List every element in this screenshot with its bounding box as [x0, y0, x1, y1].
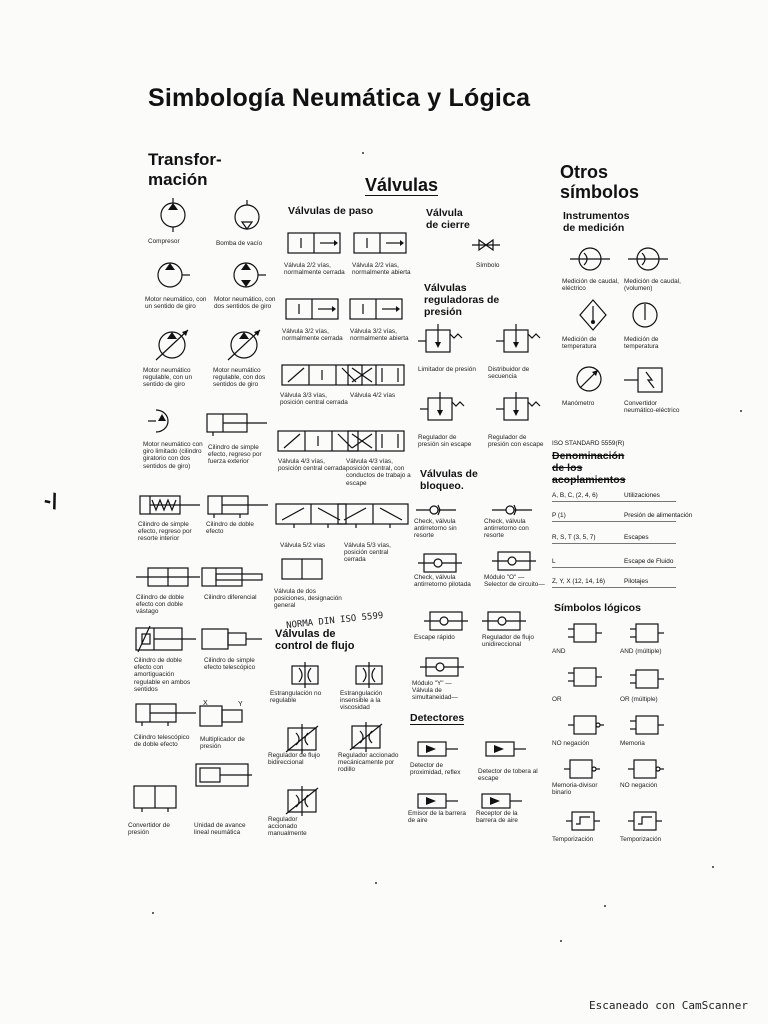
- valve-2-2-no-symbol: [352, 230, 408, 256]
- bloqueo-heading: [420, 468, 478, 492]
- flujo-heading: [275, 628, 354, 652]
- table-rule: [552, 587, 676, 588]
- or-module-symbol: [492, 550, 536, 572]
- or-gate-caption: OR: [552, 696, 562, 703]
- or-module-caption: Módulo "O" —Selector de circuito—: [484, 574, 545, 589]
- pneumatic-electric-converter-caption: Convertidor neumático-eléctrico: [624, 400, 680, 415]
- double-acting-cylinder-symbol: [206, 492, 270, 518]
- instrumentos-heading-line2: de medición: [563, 222, 625, 234]
- scan-speck: [362, 152, 364, 154]
- single-acting-cylinder-spring-caption: Cilindro de simple efecto, regreso por resorte interior: [138, 521, 192, 543]
- valve-5-3-caption: Válvula 5/3 vías, posición central cerrada: [344, 542, 391, 564]
- acoplamientos-heading-line3: acoplamientos: [552, 474, 626, 486]
- valve-3-2-nc-caption: Válvula 3/2 vías, normalmente cerrada: [282, 328, 343, 343]
- compressor-caption: Compresor: [148, 238, 180, 245]
- roller-flow-regulator-symbol: [346, 722, 386, 752]
- scan-speck: [740, 410, 742, 412]
- cierre-heading: [426, 207, 470, 231]
- motor-adjustable-one-way-symbol: [150, 326, 194, 364]
- air-barrier-emitter-caption: Emisor de la barrera de aire: [408, 810, 466, 825]
- coupling-code: A, B, C, (2, 4, 6): [552, 492, 598, 499]
- memory-gate-caption: Memoria: [620, 740, 645, 747]
- reguladoras-heading-line2: reguladoras de: [424, 294, 500, 306]
- cierre-heading-line1: Válvula: [426, 207, 463, 219]
- motor-two-way-symbol: [226, 258, 266, 292]
- telescopic-double-cylinder-symbol: [134, 700, 198, 726]
- electric-flow-meter-caption: Medición de caudal, eléctrico: [562, 278, 619, 293]
- coupling-description: Presión de alimentación: [624, 512, 693, 519]
- coupling-code: P (1): [552, 512, 566, 519]
- table-rule: [552, 501, 676, 502]
- temperature-gauge-symbol: [630, 298, 660, 332]
- valve-5-3-symbol: [336, 500, 410, 528]
- quick-exhaust-symbol: [424, 610, 468, 632]
- instrumentos-heading: [563, 210, 630, 234]
- coupling-description: Utilizaciones: [624, 492, 660, 499]
- sequence-valve-caption: Distribuidor de secuencia: [488, 366, 530, 381]
- valve-3-2-no-caption: Válvula 3/2 vías, normalmente abierta: [350, 328, 409, 343]
- valvulas-heading: Válvulas: [365, 175, 439, 195]
- double-rod-cylinder-caption: Cilindro de doble efecto con doble vástago: [136, 594, 184, 616]
- viscosity-insensitive-restrictor-symbol: [352, 662, 386, 688]
- bloqueo-heading-line1: Válvulas de: [420, 468, 478, 480]
- valve-two-position-caption: Válvula de dos posiciones, designación general: [274, 588, 342, 610]
- and-module-caption: Módulo "Y" —Válvula de simultaneidad—: [412, 680, 458, 702]
- compressor-symbol: [156, 198, 190, 232]
- valve-4-3-exhaust-symbol: [346, 428, 406, 454]
- one-way-flow-regulator-symbol: [482, 610, 526, 632]
- bidirectional-flow-regulator-symbol: [282, 724, 322, 754]
- nozzle-detector-caption: Detector de tobera al escape: [478, 768, 538, 783]
- pressure-gauge-caption: Manómetro: [562, 400, 595, 407]
- acoplamientos-heading-line1: Denominación: [552, 450, 625, 462]
- transformacion-heading-line1: Transfor-: [148, 150, 222, 169]
- instrumentos-heading-line1: Instrumentos: [563, 210, 630, 222]
- air-barrier-receiver-caption: Receptor de la barrera de aire: [476, 810, 518, 825]
- and-module-symbol: [420, 656, 464, 678]
- valve-2-2-nc-symbol: [286, 230, 342, 256]
- quick-exhaust-caption: Escape rápido: [414, 634, 455, 641]
- logicos-heading: Símbolos lógicos: [554, 602, 641, 614]
- motor-adjustable-one-way-caption: Motor neumático regulable, con un sentido de giro: [143, 367, 193, 389]
- valve-5-2-caption: Válvula 5/2 vías: [280, 542, 326, 549]
- manual-flow-regulator-caption: Regulador accionado manualmente: [268, 816, 307, 838]
- valve-3-2-no-symbol: [348, 296, 404, 322]
- pressure-regulator-no-exhaust-symbol: [420, 392, 466, 426]
- volume-flow-meter-caption: Medición de caudal, (volumen): [624, 278, 681, 293]
- linear-feed-unit-caption: Unidad de avance lineal neumática: [194, 822, 246, 837]
- single-acting-cylinder-external-symbol: [205, 410, 269, 436]
- bloqueo-heading-line2: bloqueo.: [420, 480, 464, 492]
- check-valve-no-spring-symbol: [416, 502, 456, 518]
- pressure-converter-symbol: [130, 782, 180, 812]
- roller-flow-regulator-caption: Regulador accionado mecánicamente por rodillo: [338, 752, 399, 774]
- and-gate-caption: AND: [552, 648, 566, 655]
- temperature-sensor-caption: Medición de temperatura: [562, 336, 597, 351]
- not-gate-2-symbol: [628, 758, 664, 780]
- pressure-limiter-symbol: [418, 324, 464, 358]
- double-acting-cylinder-caption: Cilindro de doble efecto: [206, 521, 254, 536]
- shutoff-valve-symbol: [472, 238, 500, 252]
- valvulas-paso-heading: Válvulas de paso: [288, 205, 374, 217]
- reguladoras-heading-line3: presión: [424, 306, 462, 318]
- rotary-actuator-symbol: [148, 406, 182, 436]
- pressure-regulator-no-exhaust-caption: Regulador de presión sin escape: [418, 434, 472, 449]
- reguladoras-heading: [424, 282, 499, 318]
- binary-divider-memory-symbol: [564, 758, 600, 780]
- camscanner-watermark: Escaneado con CamScanner: [589, 999, 748, 1012]
- proximity-detector-caption: Detector de proximidad, reflex: [410, 762, 461, 777]
- pilot-check-valve-symbol: [418, 552, 462, 574]
- differential-cylinder-symbol: [200, 564, 264, 590]
- cierre-heading-line2: de cierre: [426, 219, 470, 231]
- flujo-heading-line1: Válvulas de: [275, 628, 336, 640]
- coupling-description: Escape de Fluido: [624, 558, 674, 565]
- not-gate-symbol: [568, 714, 604, 736]
- vacuum-pump-symbol: [230, 200, 264, 234]
- valve-2-2-no-caption: Válvula 2/2 vías, normalmente abierta: [352, 262, 411, 277]
- check-valve-no-spring-caption: Check, válvula antirretorno sin resorte: [414, 518, 457, 540]
- valve-4-2-caption: Válvula 4/2 vías: [350, 392, 396, 399]
- flujo-heading-line2: control de flujo: [275, 640, 355, 652]
- volume-flow-meter-symbol: [628, 244, 668, 274]
- viscosity-insensitive-restrictor-caption: Estrangulación insensible a la viscosidad: [340, 690, 383, 712]
- not-gate-2-caption: NO negación: [620, 782, 658, 789]
- reguladoras-heading-line1: Válvulas: [424, 282, 467, 294]
- handwritten-note: NORMA DIN ISO 5599: [285, 610, 384, 632]
- svg-text:Y: Y: [238, 701, 243, 708]
- double-rod-cylinder-symbol: [136, 564, 200, 590]
- temperature-sensor-symbol: [578, 298, 608, 332]
- pilot-check-valve-caption: Check, válvula antirretorno pilotada: [414, 574, 471, 589]
- pressure-multiplier-symbol: [198, 700, 254, 730]
- differential-cylinder-caption: Cilindro diferencial: [204, 594, 257, 601]
- otros-heading-line1: Otros: [560, 162, 609, 182]
- telescopic-single-cylinder-symbol: [200, 626, 264, 652]
- pressure-limiter-caption: Limitador de presión: [418, 366, 476, 373]
- cushioned-cylinder-caption: Cilindro de doble efecto con amortiguación regulable en ambos sentidos: [134, 657, 191, 693]
- pressure-regulator-exhaust-caption: Regulador de presión con escape: [488, 434, 544, 449]
- manual-flow-regulator-symbol: [282, 786, 322, 816]
- motor-one-way-caption: Motor neumático, con un sentido de giro: [145, 296, 207, 311]
- timer-gate-2-caption: Temporización: [620, 836, 662, 843]
- motor-adjustable-two-way-symbol: [222, 326, 266, 364]
- coupling-description: Pilotajes: [624, 578, 649, 585]
- and-gate-symbol: [568, 622, 602, 644]
- linear-feed-unit-symbol: [194, 760, 254, 790]
- table-rule: [552, 543, 676, 544]
- motor-adjustable-two-way-caption: Motor neumático regulable, con dos sentidos de giro: [213, 367, 266, 389]
- or-gate-symbol: [568, 666, 602, 688]
- or-multiple-gate-caption: OR (múltiple): [620, 696, 658, 703]
- check-valve-spring-symbol: [492, 502, 532, 518]
- temperature-gauge-caption: Medición de temperatura: [624, 336, 659, 351]
- telescopic-single-cylinder-caption: Cilindro de simple efecto telescópico: [204, 657, 256, 672]
- otros-heading: [560, 162, 639, 202]
- otros-heading-line2: símbolos: [560, 182, 640, 202]
- air-barrier-emitter-symbol: [414, 790, 458, 812]
- air-barrier-receiver-symbol: [478, 790, 522, 812]
- single-acting-cylinder-external-caption: Cilindro de simple efecto, regreso por fuerza exterior: [208, 444, 262, 466]
- and-multiple-gate-caption: AND (múltiple): [620, 648, 662, 655]
- acoplamientos-heading-line2: de los: [552, 462, 583, 474]
- one-way-flow-regulator-caption: Regulador de flujo unidireccional: [482, 634, 534, 649]
- scan-speck: [604, 905, 606, 907]
- pressure-regulator-exhaust-symbol: [496, 392, 542, 426]
- transformacion-heading-line2: mación: [148, 170, 208, 189]
- cierre-caption: Símbolo: [476, 262, 500, 269]
- coupling-description: Escapes: [624, 534, 649, 541]
- detectores-heading: Detectores: [410, 712, 465, 724]
- timer-gate-2-symbol: [628, 810, 662, 832]
- valve-4-2-symbol: [346, 362, 406, 388]
- fixed-restrictor-symbol: [288, 662, 322, 688]
- valve-two-position-symbol: [280, 556, 324, 582]
- vacuum-pump-caption: Bomba de vacío: [216, 240, 263, 247]
- single-acting-cylinder-spring-symbol: [138, 492, 202, 518]
- cushioned-cylinder-symbol: [134, 624, 198, 654]
- pneumatic-electric-converter-symbol: [624, 364, 668, 396]
- pressure-multiplier-caption: Multiplicador de presión: [200, 736, 245, 751]
- transformacion-heading: [148, 150, 222, 190]
- page-title: Simbología Neumática y Lógica: [148, 84, 531, 112]
- table-rule: [552, 521, 676, 522]
- svg-text:X: X: [203, 700, 208, 707]
- coupling-code: R, S, T (3, 5, 7): [552, 534, 596, 541]
- scan-speck: [375, 882, 377, 884]
- pressure-gauge-symbol: [572, 362, 606, 396]
- and-multiple-gate-symbol: [630, 622, 664, 644]
- nozzle-detector-symbol: [482, 738, 526, 760]
- scan-speck: [560, 940, 562, 942]
- table-rule: [552, 567, 676, 568]
- telescopic-double-cylinder-caption: Cilindro telescópico de doble efecto: [134, 734, 190, 749]
- valve-4-3-exhaust-caption: Válvula 4/3 vías, posición central, con conductos de trabajo a escape: [346, 458, 411, 487]
- timer-gate-caption: Temporización: [552, 836, 594, 843]
- valve-3-2-nc-symbol: [284, 296, 340, 322]
- fixed-restrictor-caption: Estrangulación no regulable: [270, 690, 322, 705]
- proximity-detector-symbol: [414, 738, 458, 760]
- check-valve-spring-caption: Check, válvula antirretorno con resorte: [484, 518, 529, 540]
- binary-divider-memory-caption: Memoria-divisor binario: [552, 782, 598, 797]
- bidirectional-flow-regulator-caption: Regulador de flujo bidireccional: [268, 752, 320, 767]
- valve-3-3-caption: Válvula 3/3 vías, posición central cerrada: [280, 392, 348, 407]
- coupling-code: L: [552, 558, 556, 565]
- not-gate-caption: NO negación: [552, 740, 590, 747]
- valve-4-3-closed-caption: Válvula 4/3 vías, posición central cerrada: [278, 458, 346, 473]
- electric-flow-meter-symbol: [570, 244, 610, 274]
- timer-gate-symbol: [566, 810, 600, 832]
- valve-2-2-nc-caption: Válvula 2/2 vías, normalmente cerrada: [284, 262, 345, 277]
- or-multiple-gate-symbol: [630, 668, 664, 690]
- motor-two-way-caption: Motor neumático, con dos sentidos de giro: [214, 296, 276, 311]
- scan-speck: [712, 866, 714, 868]
- coupling-code: Z, Y, X (12, 14, 16): [552, 578, 606, 585]
- rotary-actuator-caption: Motor neumático con giro limitado (cilindro giratorio con dos sentidos de giro): [143, 441, 203, 470]
- acoplamientos-heading: [552, 450, 626, 486]
- iso-standard-label: ISO STANDARD 5559(R): [552, 440, 625, 447]
- sequence-valve-symbol: [496, 324, 542, 358]
- scan-speck: [152, 912, 154, 914]
- margin-mark: -\: [41, 486, 61, 515]
- memory-gate-symbol: [630, 714, 664, 736]
- pressure-converter-caption: Convertidor de presión: [128, 822, 170, 837]
- motor-one-way-symbol: [150, 258, 190, 292]
